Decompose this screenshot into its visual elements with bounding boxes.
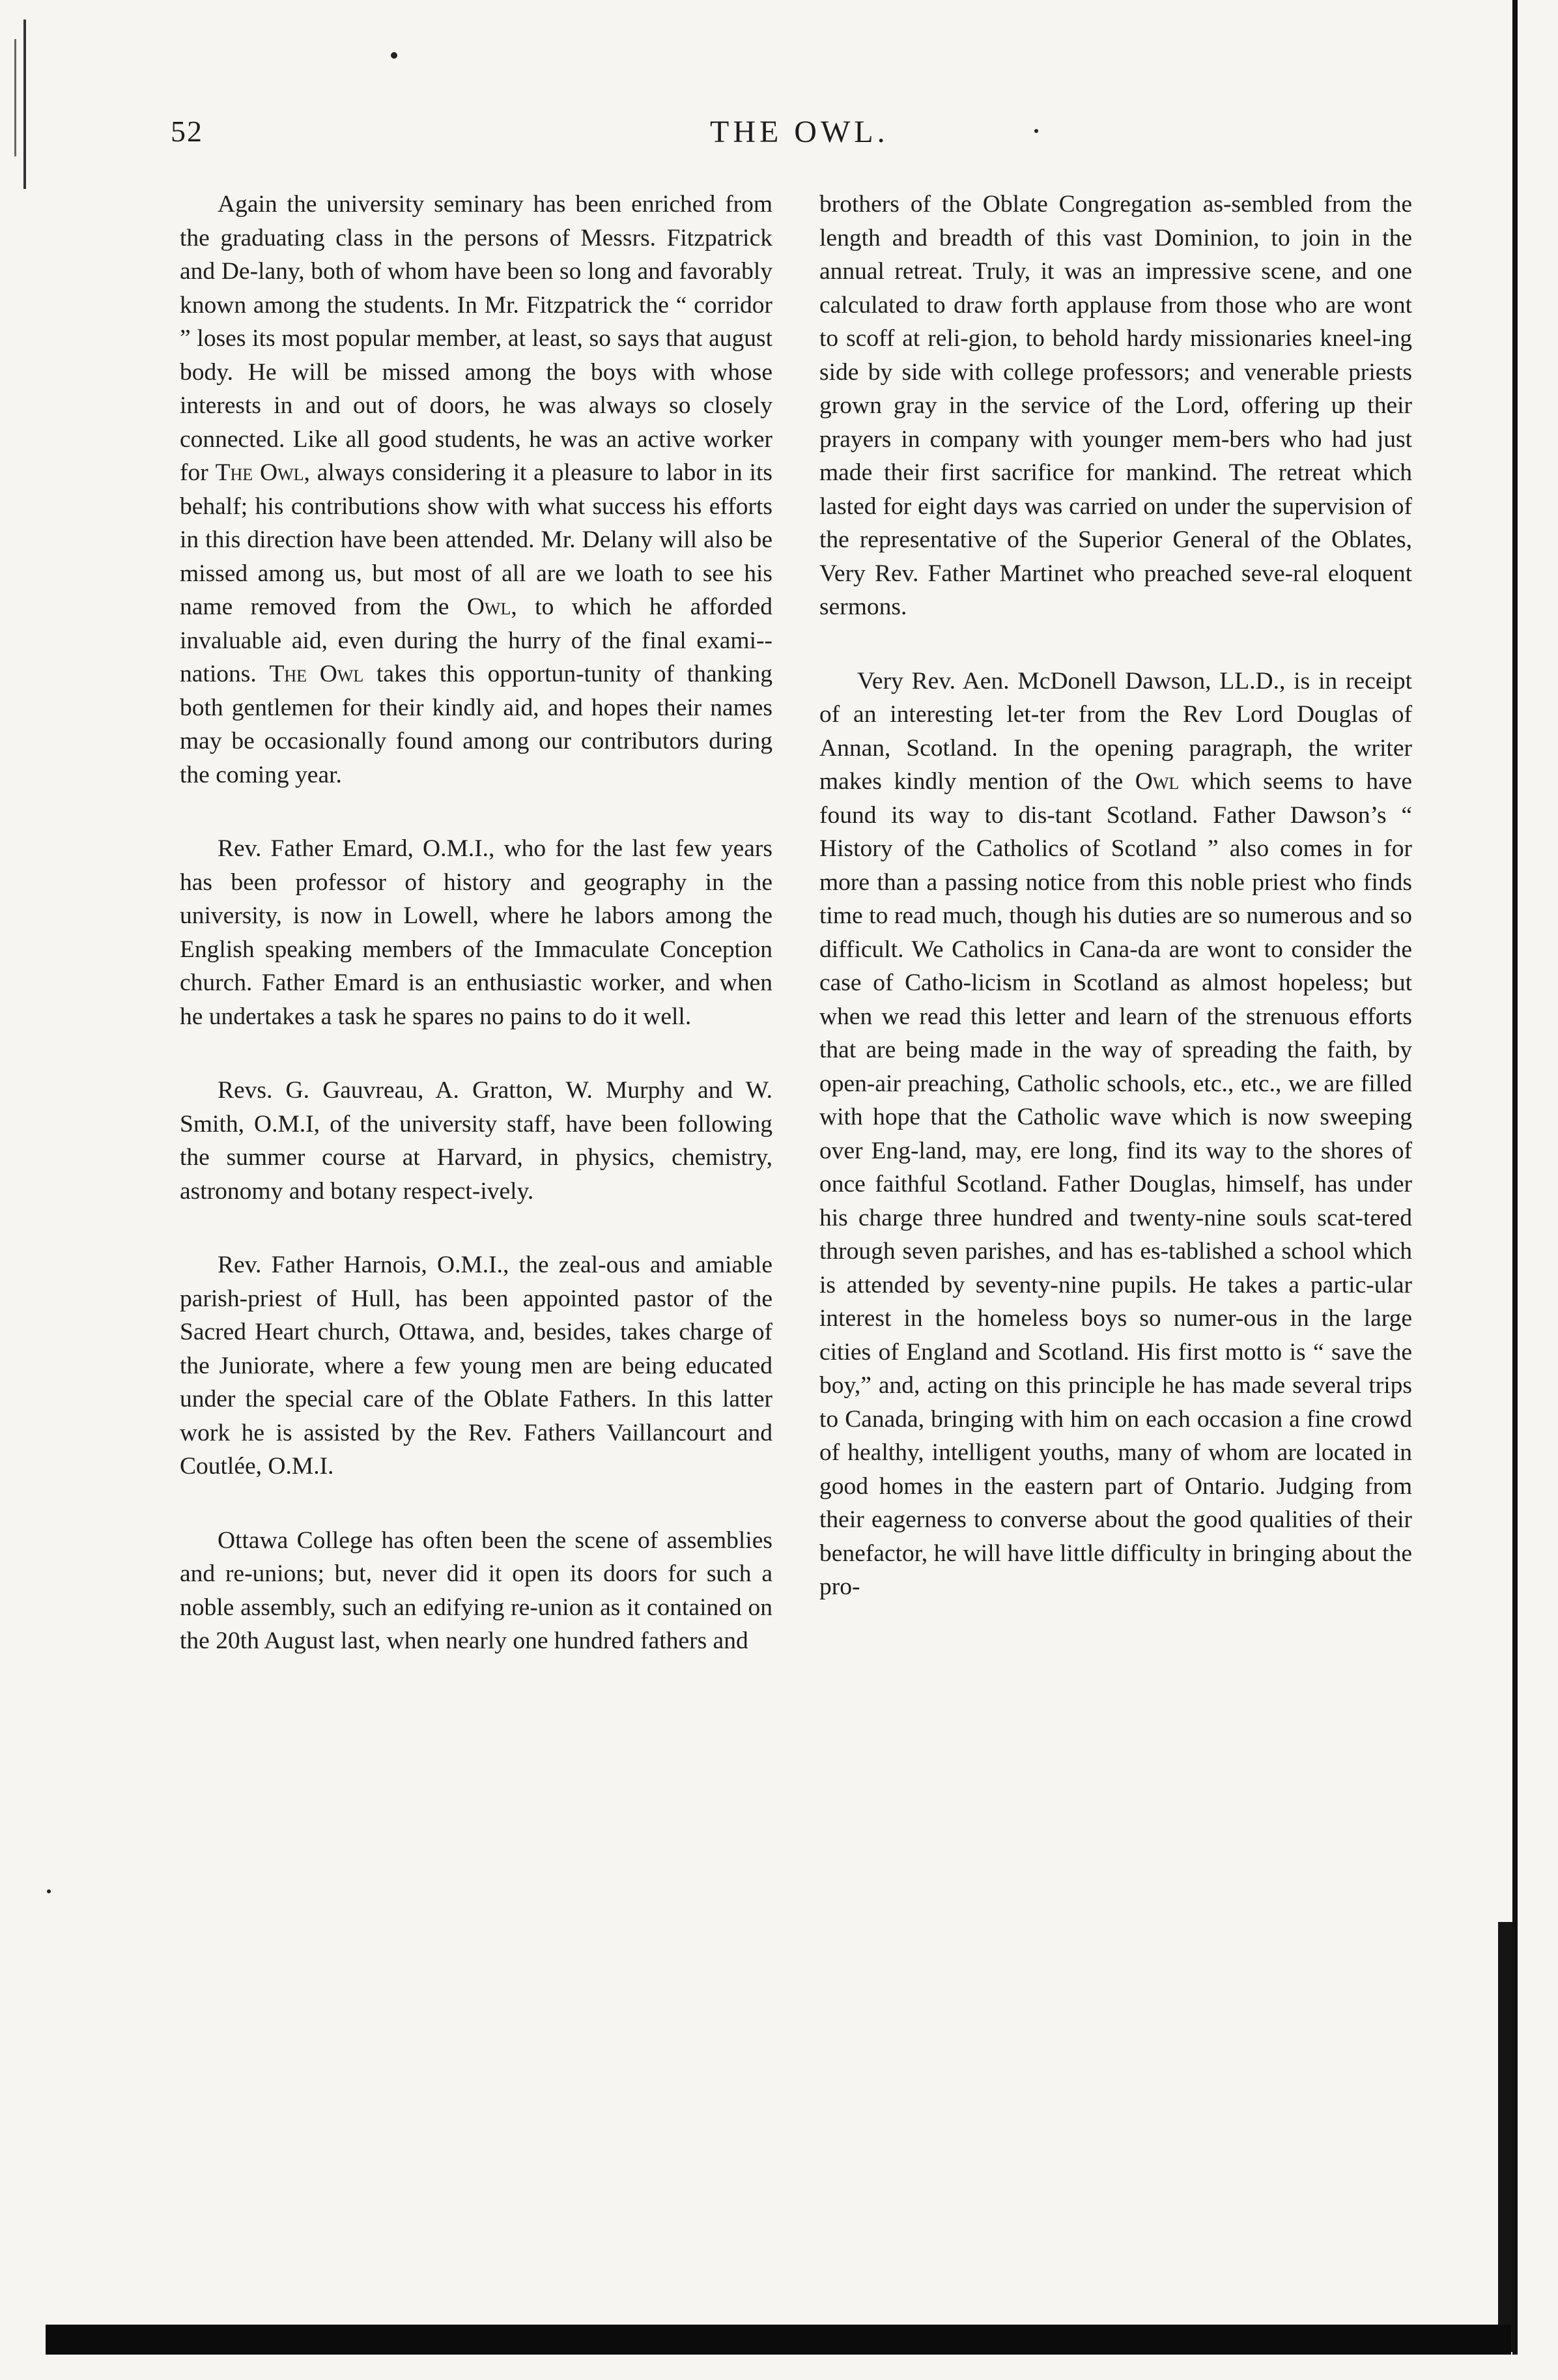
- paragraph-seminary: Again the university seminary has been enriched from the graduating class in the persons of Messrs. Fitzpatrick and De-lany, both of whom have been so long and favorably known among the students. In Mr. Fitzpatrick the “ corridor ” loses its most popular member, at least, so says that august body. He will be missed among the boys with whose interests in and out of doors, he was always so closely connected. Like all good students, he was an active worker for The Owl, always considering it a pleasure to labor in its behalf; his contributions show with what success his efforts in this direction have been attended. Mr. Delany will also be missed among us, but most of all are we loath to see his name removed from the Owl, to which he afforded invaluable aid, even during the hurry of the final exami-nations. The Owl takes this opportun-tunity of thanking both gentlemen for their kindly aid, and hopes their names may be occasionally found among our contributors during the coming year.: [180, 191, 773, 788]
- paragraph-assembly: Ottawa College has often been the scene of assemblies and re-unions; but, never did it open its doors for such a noble assembly, such an edifying re-union as it contained on the 20th August last, when nearly one hundred fathers and: [180, 1527, 772, 1654]
- owl-name: The Owl: [215, 459, 304, 486]
- owl-name: The Owl: [269, 661, 364, 687]
- scan-border-bottom: [46, 2325, 1511, 2355]
- scan-border-right: [1512, 0, 1518, 2355]
- scan-border-right: [1498, 1922, 1512, 2352]
- paragraph-retreat: brothers of the Oblate Congregation as-sembled from the length and breadth of this vast Dominion, to join in the annual retreat. Truly, it was an impressive scene, and one calculated to draw forth applause from those who are wont to scoff at reli-gion, to behold hardy missionaries kneel-ing side by side with college professors; and venerable priests grown gray in the service of the Lord, offering up their prayers in company with younger mem-bers who had just made their first sacrifice for mankind. The retreat which lasted for eight days was carried on under the supervision of the representative of the Superior General of the Oblates, Very Rev. Father Martinet who preached seve-ral eloquent sermons.: [819, 191, 1412, 620]
- page-number: 52: [171, 115, 203, 148]
- paragraph-harnois: Rev. Father Harnois, O.M.I., the zeal-ous and amiable parish-priest of Hull, has been appointed pastor of the Sacred Heart church, Ottawa, and, besides, takes charge of the Juniorate, where a few young men are being educated under the special care of the Oblate Fathers. In this latter work he is assisted by the Rev. Fathers Vaillancourt and Coutlée, O.M.I.: [180, 1252, 772, 1480]
- owl-name: Owl: [1135, 768, 1180, 795]
- paragraph-emard: Rev. Father Emard, O.M.I., who for the last few years has been professor of history and geography in the university, is now in Lowell, where he labors among the English speaking members of the Immaculate Conception church. Father Emard is an enthusiastic worker, and when he undertakes a task he spares no pains to do it well.: [180, 835, 772, 1030]
- scan-speck: [391, 52, 397, 59]
- running-title: THE OWL.: [710, 115, 889, 149]
- right-column: [819, 188, 1412, 1604]
- scan-speck: [47, 1889, 51, 1893]
- owl-name: Owl: [466, 594, 511, 620]
- paragraph-harvard: Revs. G. Gauvreau, A. Gratton, W. Murphy and W. Smith, O.M.I, of the university staff, have been following the summer course at Harvard, in physics, chemistry, astronomy and botany respect-ively.: [180, 1077, 772, 1205]
- left-column: [180, 188, 772, 1658]
- page-header: [0, 114, 1558, 166]
- paragraph-dawson: Very Rev. Aen. McDonell Dawson, LL.D., is in receipt of an interesting let-ter from the Rev Lord Douglas of Annan, Scotland. In the opening paragraph, the writer makes kindly mention of the Owl which seems to have found its way to dis-tant Scotland. Father Dawson’s “ History of the Catholics of Scotland ” also comes in for more than a passing notice from this noble priest who finds time to read much, though his duties are so numerous and so difficult. We Catholics in Cana-da are wont to consider the case of Catho-licism in Scotland as almost hopeless; but when we read this letter and learn of the strenuous efforts that are being made in the way of spreading the faith, by open-air preaching, Catholic schools, etc., etc., we are filled with hope that the Catholic wave which is now sweeping over Eng-land, may, ere long, find its way to the shores of once faithful Scotland. Father Douglas, himself, has under his charge three hundred and twenty-nine souls scat-tered through seven parishes, and has es-tablished a school which is attended by seventy-nine pupils. He takes a partic-ular interest in the homeless boys so numer-ous in the large cities of England and Scotland. His first motto is “ save the boy,” and, acting on this principle he has made several trips to Canada, bringing with him on each occasion a fine crowd of healthy, intelligent youths, many of whom are located in good homes in the eastern part of Ontario. Judging from their eagerness to converse about the good qualities of their benefactor, he will have little difficulty in bringing about the pro-: [819, 667, 1413, 1600]
